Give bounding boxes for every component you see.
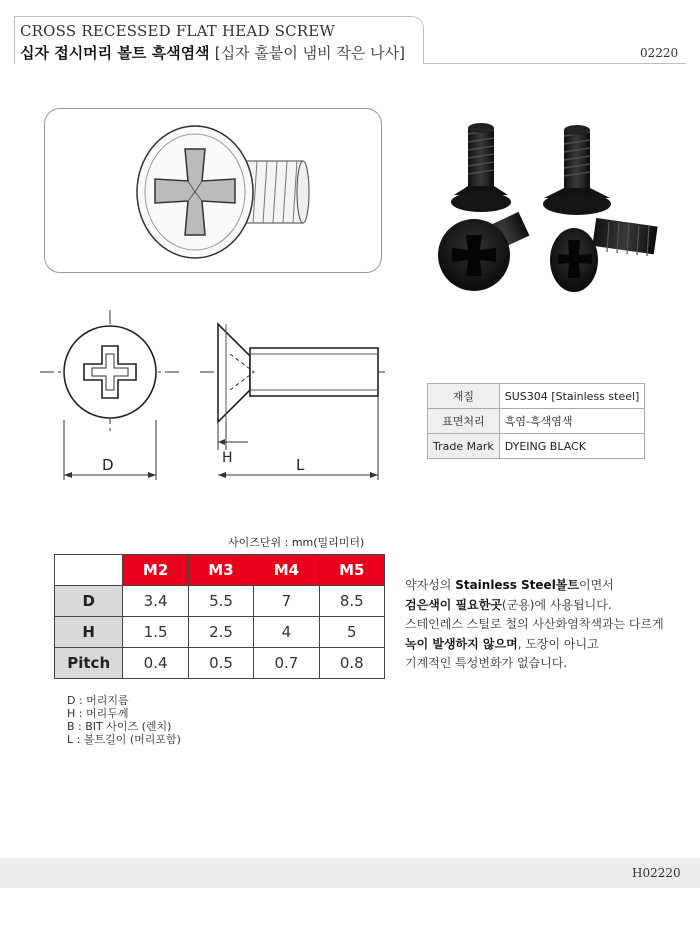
label-d: D bbox=[102, 456, 114, 474]
spec-value: DYEING BLACK bbox=[499, 434, 645, 459]
table-row bbox=[55, 617, 385, 648]
size-header-row bbox=[55, 555, 385, 586]
spec-row-finish bbox=[428, 409, 645, 434]
table-cell: 5 bbox=[319, 617, 384, 648]
table-cell: 1.5 bbox=[123, 617, 188, 648]
black-screws-photo-icon bbox=[424, 100, 682, 320]
title-korean-sub: [십자 홀붙이 냄비 작은 나사] bbox=[214, 44, 405, 62]
label-h: H bbox=[222, 450, 233, 466]
desc-emphasis: Stainless Steel볼트 bbox=[455, 578, 579, 592]
table-cell: 8.5 bbox=[319, 586, 384, 617]
technical-drawing bbox=[40, 310, 390, 490]
table-cell: 0.4 bbox=[123, 648, 188, 679]
spec-value: 흑염-흑색염색 bbox=[499, 409, 645, 434]
title-english: CROSS RECESSED FLAT HEAD SCREW bbox=[20, 22, 336, 40]
desc-line: 스테인레스 스틸로 철의 사산화염착색과는 다르게 bbox=[405, 617, 664, 631]
table-cell: 4 bbox=[254, 617, 319, 648]
desc-line bbox=[405, 596, 664, 616]
dimension-legend bbox=[67, 694, 181, 746]
desc-text: , 도장이 아니고 bbox=[517, 636, 599, 651]
col-header: M2 bbox=[123, 555, 188, 586]
product-photo bbox=[424, 100, 682, 320]
table-cell: 3.4 bbox=[123, 586, 188, 617]
table-row bbox=[55, 586, 385, 617]
spec-row-trademark bbox=[428, 434, 645, 459]
legend-item: H : 머리두께 bbox=[67, 707, 129, 720]
col-header: M3 bbox=[188, 555, 253, 586]
table-cell: 0.7 bbox=[254, 648, 319, 679]
desc-line: 기계적인 특성변화가 없습니다. bbox=[405, 656, 568, 670]
col-header: M4 bbox=[254, 555, 319, 586]
table-corner bbox=[55, 555, 123, 586]
row-header: Pitch bbox=[55, 648, 123, 679]
desc-text: 약자성의 bbox=[405, 578, 456, 592]
spec-row-material bbox=[428, 384, 645, 409]
table-cell: 0.5 bbox=[188, 648, 253, 679]
footer-band bbox=[0, 858, 700, 888]
legend-item: D : 머리지름 bbox=[67, 694, 129, 707]
product-code: 02220 bbox=[640, 46, 679, 60]
size-table bbox=[54, 554, 385, 679]
dimension-drawing-icon bbox=[40, 310, 390, 490]
table-cell: 5.5 bbox=[188, 586, 253, 617]
row-header: D bbox=[55, 586, 123, 617]
desc-line bbox=[405, 576, 664, 596]
legend-item: B : BIT 사이즈 (렌치) bbox=[67, 720, 172, 733]
spec-value: SUS304 [Stainless steel] bbox=[499, 384, 645, 409]
table-cell: 7 bbox=[254, 586, 319, 617]
label-l: L bbox=[296, 456, 305, 474]
desc-text: (군용)에 사용됩니다. bbox=[501, 597, 612, 612]
spec-table bbox=[427, 383, 645, 459]
screw-illustration-box bbox=[44, 108, 382, 273]
desc-emphasis: 검은색이 필요한곳 bbox=[405, 597, 502, 612]
table-row bbox=[55, 648, 385, 679]
size-unit-label: 사이즈단위 : mm(밀리미터) bbox=[228, 536, 365, 549]
footer-code: H02220 bbox=[632, 866, 681, 880]
title-korean bbox=[20, 42, 405, 63]
product-description bbox=[405, 576, 664, 674]
desc-line bbox=[405, 635, 664, 655]
desc-text: 이면서 bbox=[579, 578, 614, 592]
col-header: M5 bbox=[319, 555, 384, 586]
title-korean-main: 십자 접시머리 볼트 흑색염색 bbox=[20, 44, 210, 62]
spec-key: 표면처리 bbox=[428, 409, 500, 434]
desc-emphasis: 녹이 발생하지 않으며 bbox=[405, 636, 518, 651]
legend-item: L : 볼트길이 (머리포함) bbox=[67, 733, 181, 746]
table-cell: 2.5 bbox=[188, 617, 253, 648]
row-header: H bbox=[55, 617, 123, 648]
header-divider bbox=[424, 63, 686, 64]
spec-key: Trade Mark bbox=[428, 434, 500, 459]
table-cell: 0.8 bbox=[319, 648, 384, 679]
spec-key: 재질 bbox=[428, 384, 500, 409]
screw-sketch-icon bbox=[45, 109, 383, 274]
